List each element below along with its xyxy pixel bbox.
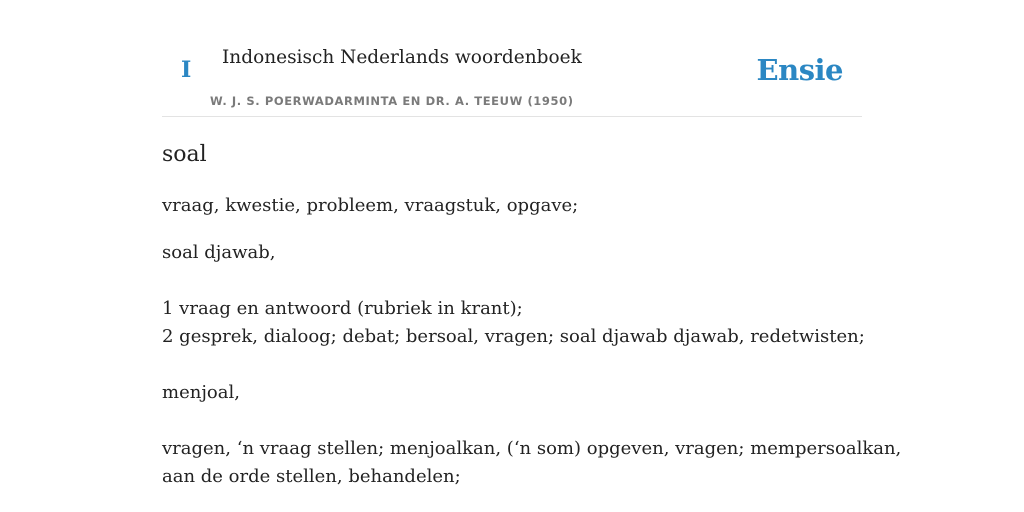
index-letter[interactable]: I: [181, 57, 192, 83]
entry-headword: soal: [162, 142, 207, 167]
dictionary-authors: W. J. S. POERWADARMINTA EN DR. A. TEEUW (1950): [210, 94, 574, 108]
entry-definition-line: 2 gesprek, dialoog; debat; bersoal, vragen; soal djawab djawab, redetwisten;: [162, 326, 865, 347]
entry-definition-line: aan de orde stellen, behandelen;: [162, 466, 461, 487]
entry-definition-line: vragen, ‘n vraag stellen; menjoalkan, (‘n som) opgeven, vragen; mempersoalkan,: [162, 438, 902, 459]
ensie-logo[interactable]: Ensie: [756, 53, 843, 87]
dictionary-title[interactable]: Indonesisch Nederlands woordenboek: [222, 47, 582, 68]
entry-definition-line: 1 vraag en antwoord (rubriek in krant);: [162, 298, 523, 319]
entry-definition-line: vraag, kwestie, probleem, vraagstuk, opgave;: [162, 195, 579, 216]
entry-definition-line: menjoal,: [162, 382, 240, 403]
entry-definition-line: soal djawab,: [162, 242, 276, 263]
dictionary-header: [162, 0, 862, 117]
